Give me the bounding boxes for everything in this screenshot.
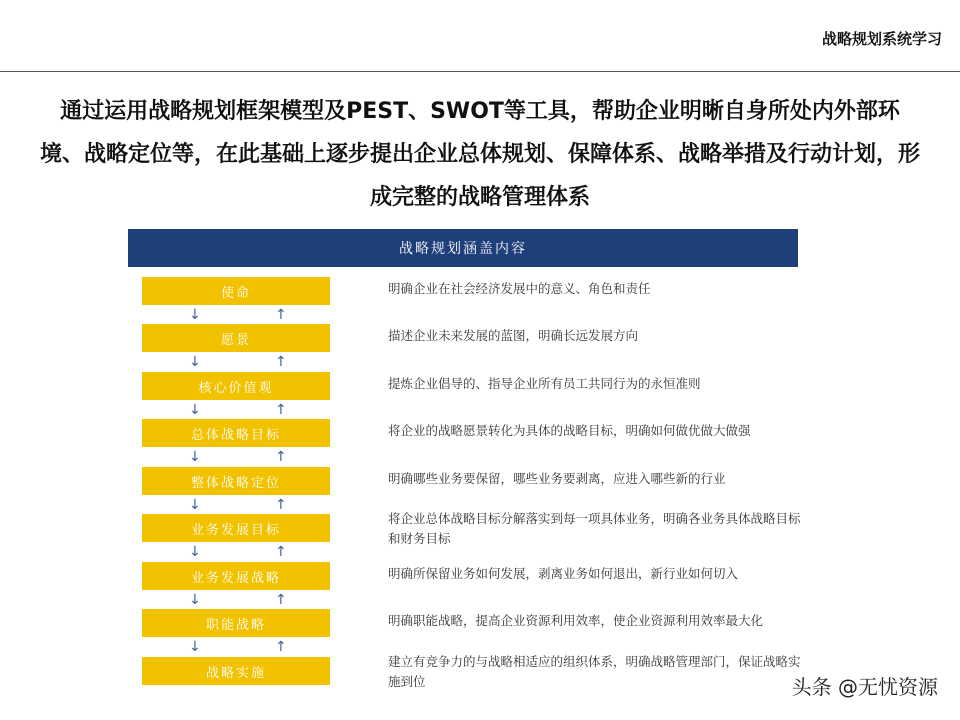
step-box: 业务发展战略 [142,562,330,590]
arrow-up-icon: ↑ [275,354,287,370]
step-box: 核心价值观 [142,372,330,400]
arrow-down-icon: ↓ [189,592,201,608]
arrow-up-icon: ↑ [275,497,287,513]
step-description: 明确所保留业务如何发展，剥离业务如何退出，新行业如何切入 [388,566,739,581]
arrow-down-icon: ↓ [189,402,201,418]
arrow-down-icon: ↓ [189,449,201,465]
headline: 通过运用战略规划框架模型及PEST、SWOT等工具，帮助企业明晰自身所处内外部环境、战略定位等，在此基础上逐步提出企业总体规划、保障体系、战略举措及行动计划，形成完整的战略管理体系 [40,99,921,210]
table-header: 战略规划涵盖内容 [128,229,798,267]
arrow-down-icon: ↓ [189,497,201,513]
step-description: 明确职能战略，提高企业资源利用效率，使企业资源利用效率最大化 [388,613,764,628]
step-box: 愿景 [142,324,330,352]
arrow-up-icon: ↑ [275,402,287,418]
arrow-down-icon: ↓ [189,639,201,655]
step-description: 明确企业在社会经济发展中的意义、角色和责任 [388,281,651,296]
watermark: 头条 @无忧资源 [791,675,938,699]
arrow-down-icon: ↓ [189,307,201,323]
step-description: 建立有竞争力的与战略相适应的组织体系，明确战略管理部门，保证战略实施到位 [388,654,801,689]
step-box: 使命 [142,277,330,305]
arrow-up-icon: ↑ [275,544,287,560]
step-box: 业务发展目标 [142,514,330,542]
step-description: 将企业总体战略目标分解落实到每一项具体业务，明确各业务具体战略目标和财务目标 [388,511,801,546]
header-title: 战略规划系统学习 [821,30,942,48]
arrow-down-icon: ↓ [189,354,201,370]
step-description: 提炼企业倡导的、指导企业所有员工共同行为的永恒准则 [388,376,701,391]
arrow-up-icon: ↑ [275,307,287,323]
arrow-up-icon: ↑ [275,639,287,655]
arrow-up-icon: ↑ [275,592,287,608]
header-divider [0,71,960,72]
step-box: 整体战略定位 [142,467,330,495]
step-box: 职能战略 [142,609,330,637]
step-description: 明确哪些业务要保留，哪些业务要剥离，应进入哪些新的行业 [388,471,726,486]
step-box: 战略实施 [142,657,330,685]
step-description: 将企业的战略愿景转化为具体的战略目标，明确如何做优做大做强 [388,423,751,438]
step-box: 总体战略目标 [142,419,330,447]
step-description: 描述企业未来发展的蓝图，明确长远发展方向 [388,328,639,343]
arrow-up-icon: ↑ [275,449,287,465]
arrow-down-icon: ↓ [189,544,201,560]
